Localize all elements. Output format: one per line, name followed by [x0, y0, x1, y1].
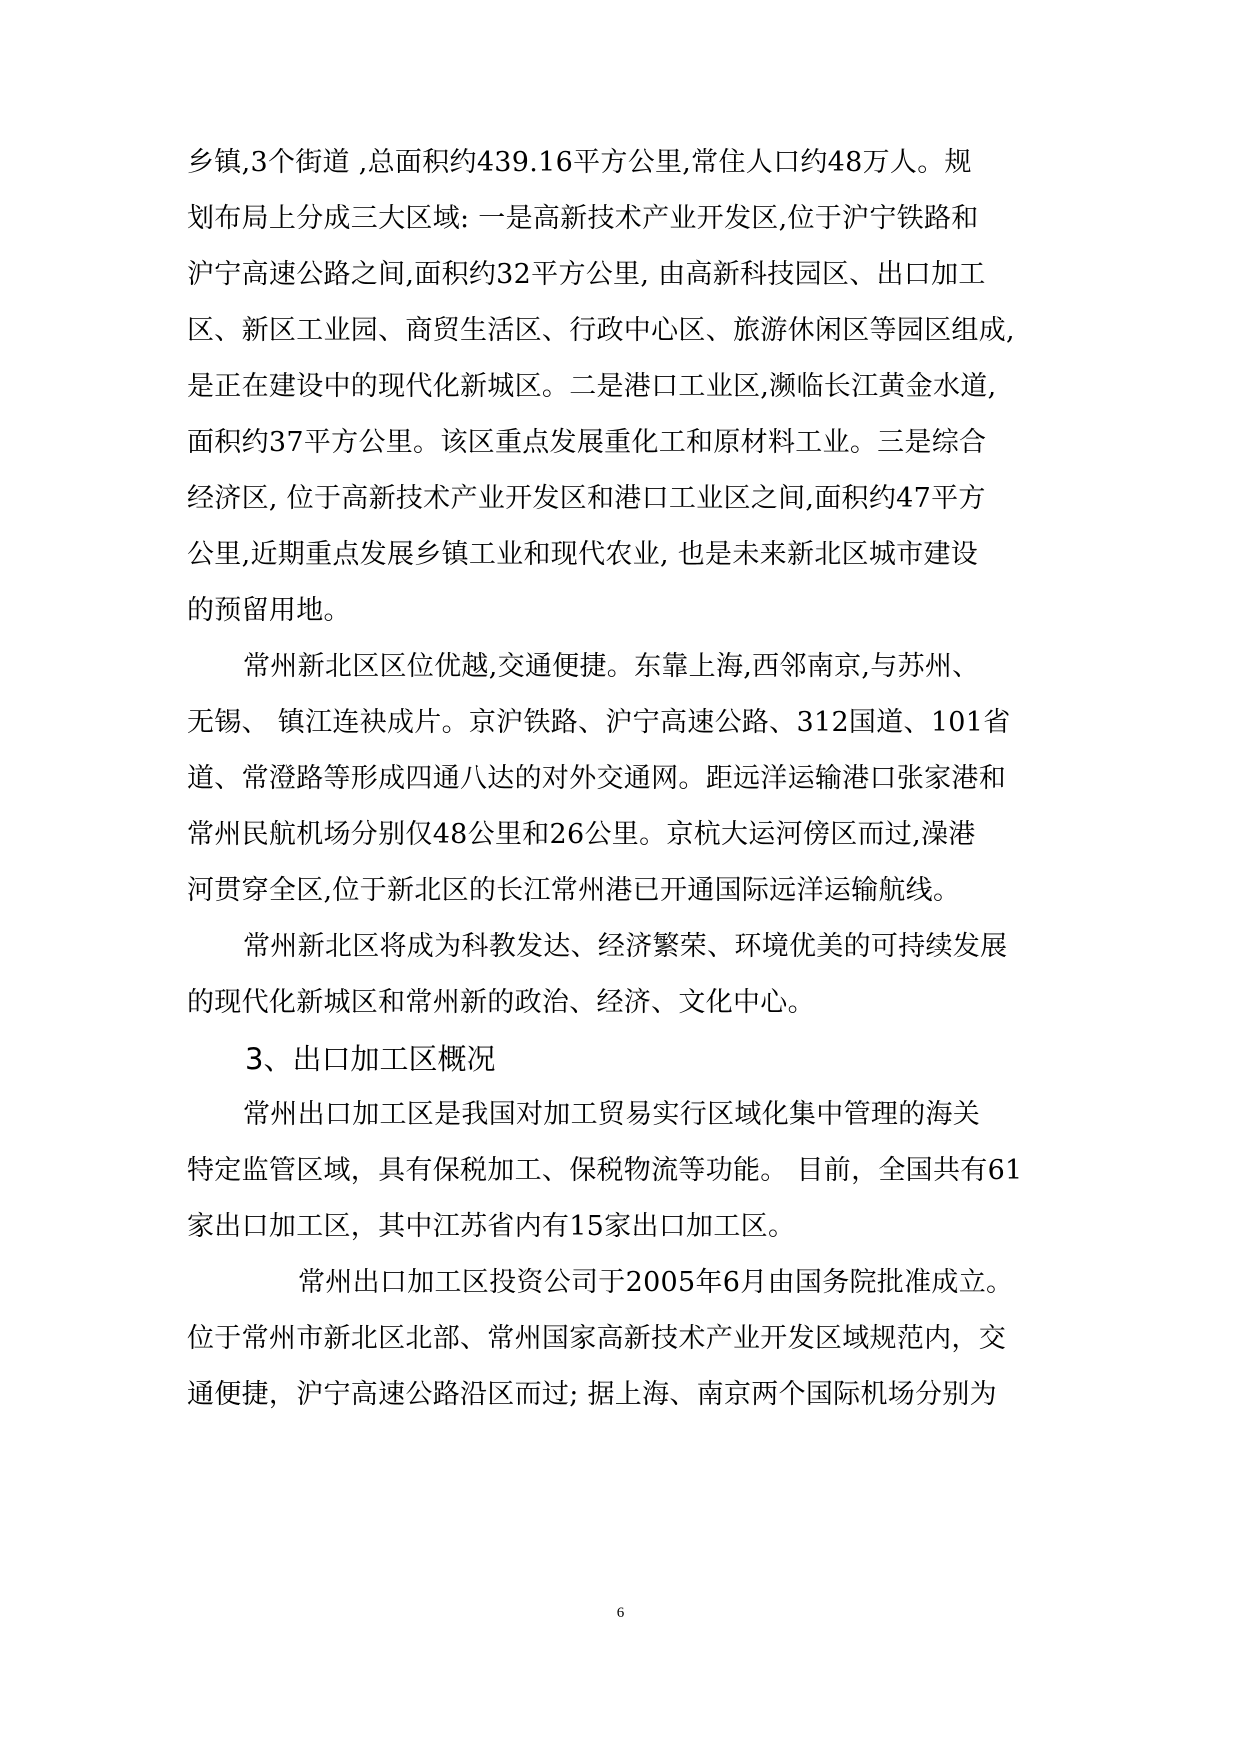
paragraph-line: 河贯穿全区,位于新北区的长江常州港已开通国际远洋运输航线。 [187, 875, 961, 906]
section-heading: 3、出口加工区概况 [245, 1042, 496, 1076]
paragraph-line: 道、常澄路等形成四通八达的对外交通网。距远洋运输港口张家港和 [187, 763, 1006, 794]
paragraph-line: 经济区, 位于高新技术产业开发区和港口工业区之间,面积约47平方 [187, 483, 986, 514]
paragraph-line: 是正在建设中的现代化新城区。二是港口工业区,濒临长江黄金水道, [187, 371, 997, 402]
paragraph-line: 家出口加工区，其中江苏省内有15家出口加工区。 [187, 1211, 796, 1242]
paragraph-line: 常州民航机场分别仅48公里和26公里。京杭大运河傍区而过,澡港 [187, 819, 976, 850]
paragraph-line: 常州出口加工区是我国对加工贸易实行区域化集中管理的海关 [243, 1099, 981, 1130]
paragraph-line: 常州新北区区位优越,交通便捷。东靠上海,西邻南京,与苏州、 [243, 651, 980, 682]
paragraph-line: 通便捷，沪宁高速公路沿区而过; 据上海、南京两个国际机场分别为 [187, 1379, 997, 1410]
paragraph-line: 沪宁高速公路之间,面积约32平方公里, 由高新科技园区、出口加工 [187, 259, 986, 290]
paragraph-line: 面积约37平方公里。该区重点发展重化工和原材料工业。三是综合 [187, 427, 987, 458]
paragraph-line: 的预留用地。 [187, 595, 351, 626]
paragraph-line: 无锡、 镇江连袂成片。京沪铁路、沪宁高速公路、312国道、101省 [187, 707, 1011, 738]
paragraph-line: 乡镇,3个街道 ,总面积约439.16平方公里,常住人口约48万人。规 [187, 147, 972, 178]
paragraph-line: 特定监管区域，具有保税加工、保税物流等功能。 目前，全国共有61 [187, 1155, 1023, 1186]
paragraph-line: 的现代化新城区和常州新的政治、经济、文化中心。 [187, 987, 815, 1018]
paragraph-line: 常州出口加工区投资公司于2005年6月由国务院批准成立。 [298, 1267, 1014, 1298]
paragraph-line: 划布局上分成三大区域: 一是高新技术产业开发区,位于沪宁铁路和 [187, 203, 979, 234]
paragraph-line: 区、新区工业园、商贸生活区、行政中心区、旅游休闲区等园区组成, [187, 315, 1015, 346]
paragraph-line: 位于常州市新北区北部、常州国家高新技术产业开发区域规范内，交 [187, 1323, 1006, 1354]
paragraph-line: 常州新北区将成为科教发达、经济繁荣、环境优美的可持续发展 [243, 931, 1008, 962]
paragraph-line: 公里,近期重点发展乡镇工业和现代农业, 也是未来新北区城市建设 [187, 539, 979, 570]
page-number: 6 [616, 1605, 625, 1621]
